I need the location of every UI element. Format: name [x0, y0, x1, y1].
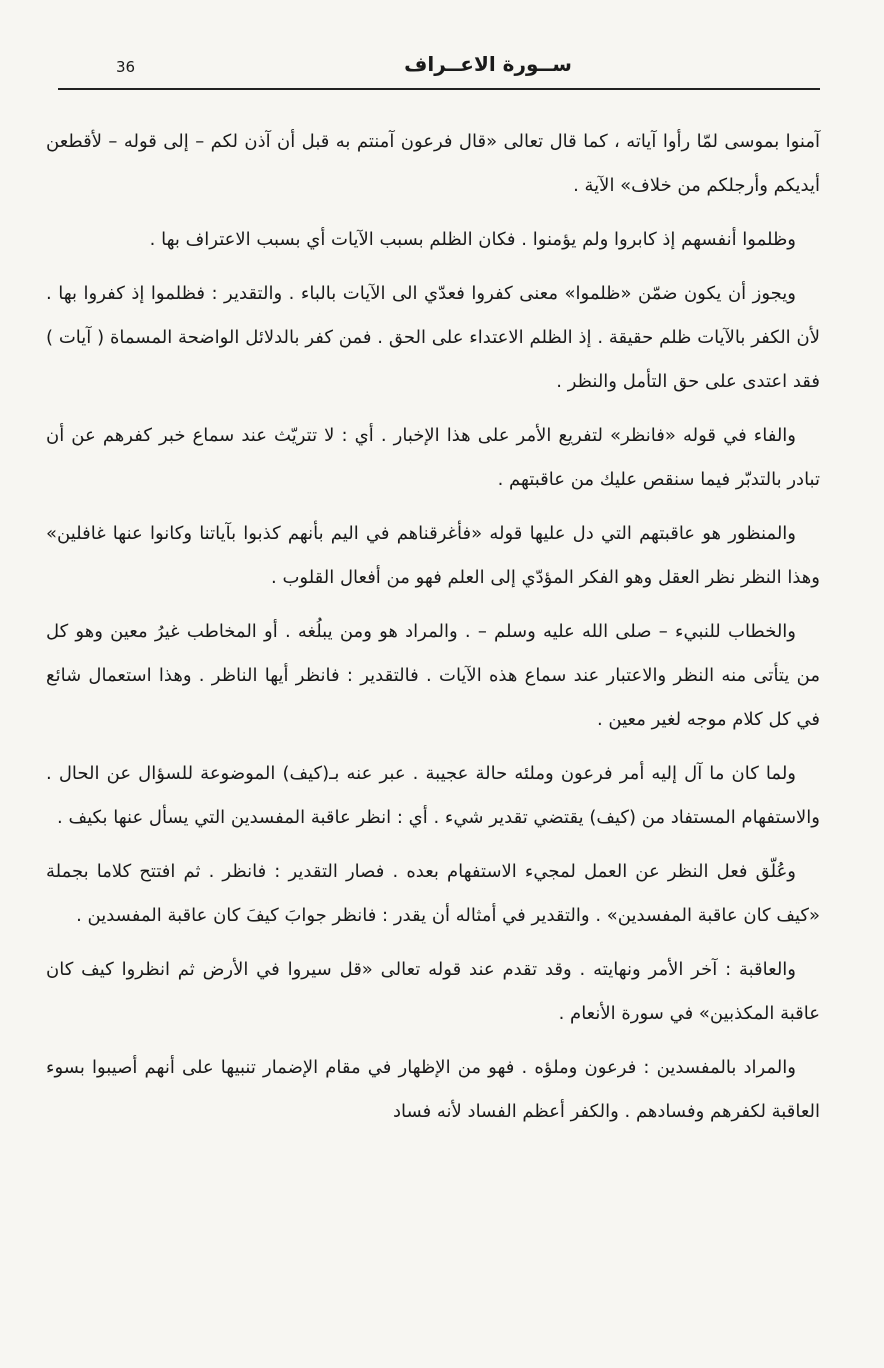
paragraph: والمراد بالمفسدين : فرعون وملؤه . فهو من الإظهار في مقام الإضمار تنبيها على أنهم أصيبوا بسوء العاقبة لكفرهم وفسادهم . والكفر أعظم الفساد لأنه فساد: [46, 1057, 820, 1122]
surah-title: ســورة الاعــراف: [404, 52, 572, 76]
paragraph: والفاء في قوله «فانظر» لتفريع الأمر على هذا الإخبار . أي : لا تتريّث عند سماع خبر كفرهم عن أن تبادر بالتدبّر فيما سنقص عليك من عاقبتهم .: [46, 425, 820, 490]
body-text: [46, 120, 820, 1144]
paragraph: والخطاب للنبيء – صلى الله عليه وسلم – . والمراد هو ومن يبلُغه . أو المخاطب غيرُ معين وهو كل من يتأتى منه النظر والاعتبار عند سماع هذه الآيات . فالتقدير : فانظر أيها الناظر . وهذا استعمال شائع في كل كلام موجه لغير معين .: [46, 621, 820, 730]
paragraph: آمنوا بموسى لمّا رأوا آياته ، كما قال تعالى «قال فرعون آمنتم به قبل أن آذن لكم – إلى قوله – لأقطعن أيديكم وأرجلكم من خلاف» الآية .: [46, 131, 820, 196]
paragraph: والعاقبة : آخر الأمر ونهايته . وقد تقدم عند قوله تعالى «قل سيروا في الأرض ثم انظروا كيف كان عاقبة المكذبين» في سورة الأنعام .: [46, 959, 820, 1024]
page-header: [58, 46, 820, 90]
paragraph: ويجوز أن يكون ضمّن «ظلموا» معنى كفروا فعدّي الى الآيات بالباء . والتقدير : فظلموا إذ كفروا بها . لأن الكفر بالآيات ظلم حقيقة . إذ الظلم الاعتداء على الحق . فمن كفر بالدلائل الواضحة المسماة ( آيات ) فقد اعتدى على حق التأمل والنظر .: [46, 283, 820, 392]
paragraph: وعُلّق فعل النظر عن العمل لمجيء الاستفهام بعده . فصار التقدير : فانظر . ثم افتتح كلاما بجملة «كيف كان عاقبة المفسدين» . والتقدير في أمثاله أن يقدر : فانظر جوابَ كيفَ كان عاقبة المفسدين .: [46, 861, 820, 926]
paragraph: وظلموا أنفسهم إذ كابروا ولم يؤمنوا . فكان الظلم بسبب الآيات أي بسبب الاعتراف بها .: [149, 229, 796, 250]
paragraph: ولما كان ما آل إليه أمر فرعون وملئه حالة عجيبة . عبر عنه بـ(كيف) الموضوعة للسؤال عن الحال . والاستفهام المستفاد من (كيف) يقتضي تقدير شيء . أي : انظر عاقبة المفسدين التي يسأل عنها بكيف .: [46, 763, 820, 828]
page-number: 36: [116, 58, 136, 76]
paragraph: والمنظور هو عاقبتهم التي دل عليها قوله «فأغرقناهم في اليم بأنهم كذبوا بآياتنا وكانوا عنها غافلين» وهذا النظر نظر العقل وهو الفكر المؤدّي إلى العلم فهو من أفعال القلوب .: [46, 523, 820, 588]
